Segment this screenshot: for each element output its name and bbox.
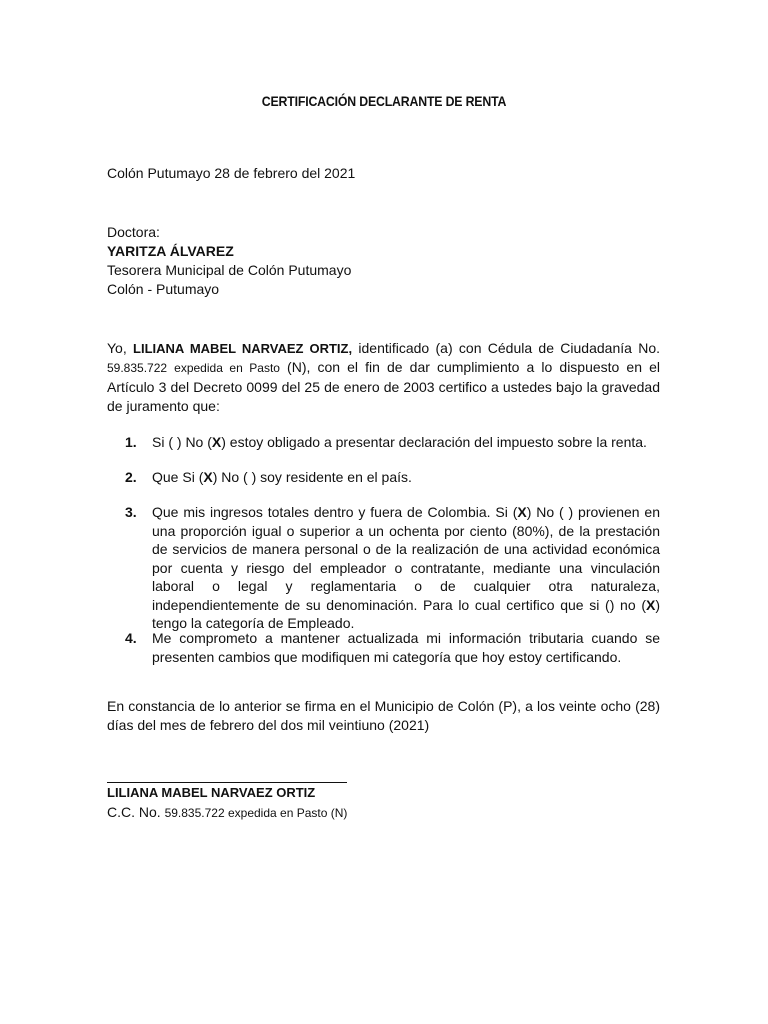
item-text: ) No ( ) soy residente en el país.: [212, 469, 412, 485]
item-text: ) tengo la categoría de Empleado.: [152, 596, 660, 631]
recipient-location: Colón - Putumayo: [107, 281, 220, 297]
date-line: Colón Putumayo 28 de febrero del 2021: [107, 165, 356, 181]
intro-id-text: identificado (a) con Cédula de Ciudadanía No.: [352, 340, 660, 356]
recipient-block: [107, 223, 660, 299]
intro-rest: (N), con el fin de dar cumplimiento a lo dispuesto en el Artículo 3 del Decreto 0099 del 25 de enero de 2003 certifico a ustedes bajo la gravedad de juramento que:: [107, 359, 660, 414]
list-item: [125, 503, 660, 633]
item-mark: X: [203, 469, 213, 485]
signature-name: LILIANA MABEL NARVAEZ ORTIZ: [107, 785, 316, 800]
item-mark: X: [211, 434, 222, 450]
list-item: [125, 629, 660, 666]
item-text: Me comprometo a mantener actualizada mi información tributaria cuando se presenten cambios que modifiquen mi categoría que hoy estoy certificando.: [152, 630, 660, 665]
intro-issued-in: expedida en Pasto: [174, 361, 280, 375]
signature-line: [107, 782, 347, 783]
signature-id-number: 59.835.722 expedida en Pasto (N): [164, 806, 348, 820]
intro-prefix: Yo,: [107, 340, 134, 356]
item-number: 2.: [125, 469, 137, 485]
item-number: 4.: [125, 630, 137, 646]
intro-id-number: 59.835.722: [107, 361, 168, 375]
item-text: ) No ( ) provienen en una proporción igual o superior a un ochenta por ciento (80%), de la prestación de servicios de manera personal o de la realización de una actividad económica por cuenta y riesgo del empleador o contratante, mediante una vinculación laboral o legal y reglamentaria o de cualquier otra naturaleza, independientemente de su denominación. Para lo cual certifico que si () no (: [152, 504, 660, 613]
document-title: CERTIFICACIÓN DECLARANTE DE RENTA: [261, 93, 507, 109]
intro-paragraph: [107, 339, 660, 416]
item-text: Que Si (: [152, 469, 204, 485]
item-text: ) estoy obligado a presentar declaración del impuesto sobre la renta.: [221, 434, 647, 450]
recipient-name: YARITZA ÁLVAREZ: [107, 243, 234, 259]
recipient-position: Tesorera Municipal de Colón Putumayo: [107, 262, 352, 278]
item-mark: X: [517, 504, 527, 520]
list-item: [125, 468, 660, 487]
item-text: Si ( ) No (: [152, 434, 212, 450]
item-mark: X: [645, 596, 656, 613]
closing-paragraph: En constancia de lo anterior se firma en el Municipio de Colón (P), a los veinte ocho (28) días del mes de febrero del dos mil veintiuno (2021): [107, 698, 660, 733]
signature-id-prefix: C.C. No.: [107, 804, 165, 820]
item-number: 3.: [125, 504, 137, 520]
list-item: [125, 433, 660, 452]
declarant-name: LILIANA MABEL NARVAEZ ORTIZ,: [133, 341, 353, 356]
item-text: Que mis ingresos totales dentro y fuera de Colombia. Si (: [152, 504, 518, 520]
recipient-salutation: Doctora:: [107, 224, 160, 240]
item-number: 1.: [125, 434, 137, 450]
signature-id: [107, 804, 347, 820]
